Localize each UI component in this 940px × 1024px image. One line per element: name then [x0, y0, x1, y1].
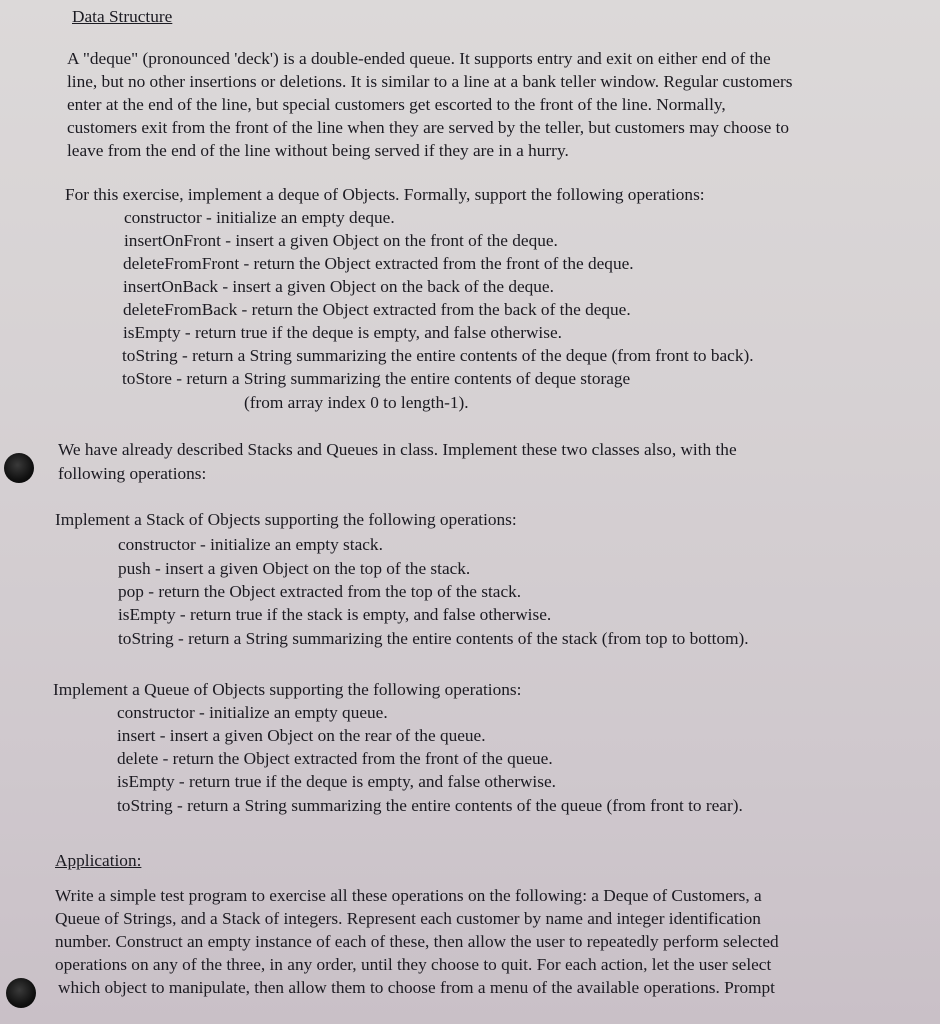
punch-hole	[6, 978, 36, 1008]
stack-op: toString - return a String summarizing the entire contents of the stack (from top to bottom).	[118, 629, 749, 648]
deque-op: isEmpty - return true if the deque is empty, and false otherwise.	[123, 323, 562, 342]
queue-task: Implement a Queue of Objects supporting the following operations:	[53, 680, 522, 699]
deque-intro-line: enter at the end of the line, but special customers get escorted to the front of the line. Normally,	[67, 95, 726, 114]
deque-op: deleteFromFront - return the Object extracted from the front of the deque.	[123, 254, 634, 273]
punch-hole	[4, 453, 34, 483]
queue-op: isEmpty - return true if the deque is empty, and false otherwise.	[117, 772, 556, 791]
queue-op: insert - insert a given Object on the rear of the queue.	[117, 726, 486, 745]
queue-op: toString - return a String summarizing the entire contents of the queue (from front to rear).	[117, 796, 743, 815]
application-line: number. Construct an empty instance of each of these, then allow the user to repeatedly perform selected	[55, 932, 779, 951]
stack-op: push - insert a given Object on the top of the stack.	[118, 559, 471, 578]
stacks-queues-intro-line: following operations:	[58, 464, 207, 483]
application-line: Write a simple test program to exercise all these operations on the following: a Deque of Customers, a	[55, 886, 762, 905]
deque-op: insertOnFront - insert a given Object on the front of the deque.	[124, 231, 558, 250]
application-heading: Application:	[55, 851, 142, 870]
stack-op: isEmpty - return true if the stack is empty, and false otherwise.	[118, 605, 552, 624]
queue-op: constructor - initialize an empty queue.	[117, 703, 388, 722]
deque-intro-line: A "deque" (pronounced 'deck') is a double-ended queue. It supports entry and exit on either end of the	[67, 49, 771, 68]
stack-op: constructor - initialize an empty stack.	[118, 535, 383, 554]
application-line: Queue of Strings, and a Stack of integers. Represent each customer by name and integer identification	[55, 909, 761, 928]
deque-op: constructor - initialize an empty deque.	[124, 208, 395, 227]
deque-op-continuation: (from array index 0 to length-1).	[244, 393, 469, 412]
deque-task: For this exercise, implement a deque of Objects. Formally, support the following operations:	[65, 185, 705, 204]
application-line: operations on any of the three, in any order, until they choose to quit. For each action, let the user select	[55, 955, 772, 974]
deque-op: toString - return a String summarizing the entire contents of the deque (from front to back).	[122, 346, 754, 365]
deque-op: insertOnBack - insert a given Object on the back of the deque.	[123, 277, 554, 296]
deque-op: toStore - return a String summarizing the entire contents of deque storage	[122, 369, 631, 388]
stacks-queues-intro-line: We have already described Stacks and Queues in class. Implement these two classes also, with the	[58, 440, 737, 459]
deque-intro-line: customers exit from the front of the line when they are served by the teller, but customers may choose to	[67, 118, 790, 137]
deque-intro-line: leave from the end of the line without being served if they are in a hurry.	[67, 141, 569, 160]
application-line: which object to manipulate, then allow them to choose from a menu of the available operations. Prompt	[58, 978, 775, 997]
deque-intro-line: line, but no other insertions or deletions. It is similar to a line at a bank teller window. Regular customers	[67, 72, 793, 91]
queue-op: delete - return the Object extracted from the front of the queue.	[117, 749, 553, 768]
page-title: Data Structure	[72, 7, 173, 26]
stack-task: Implement a Stack of Objects supporting the following operations:	[55, 510, 517, 529]
stack-op: pop - return the Object extracted from the top of the stack.	[118, 582, 522, 601]
deque-op: deleteFromBack - return the Object extracted from the back of the deque.	[123, 300, 631, 319]
